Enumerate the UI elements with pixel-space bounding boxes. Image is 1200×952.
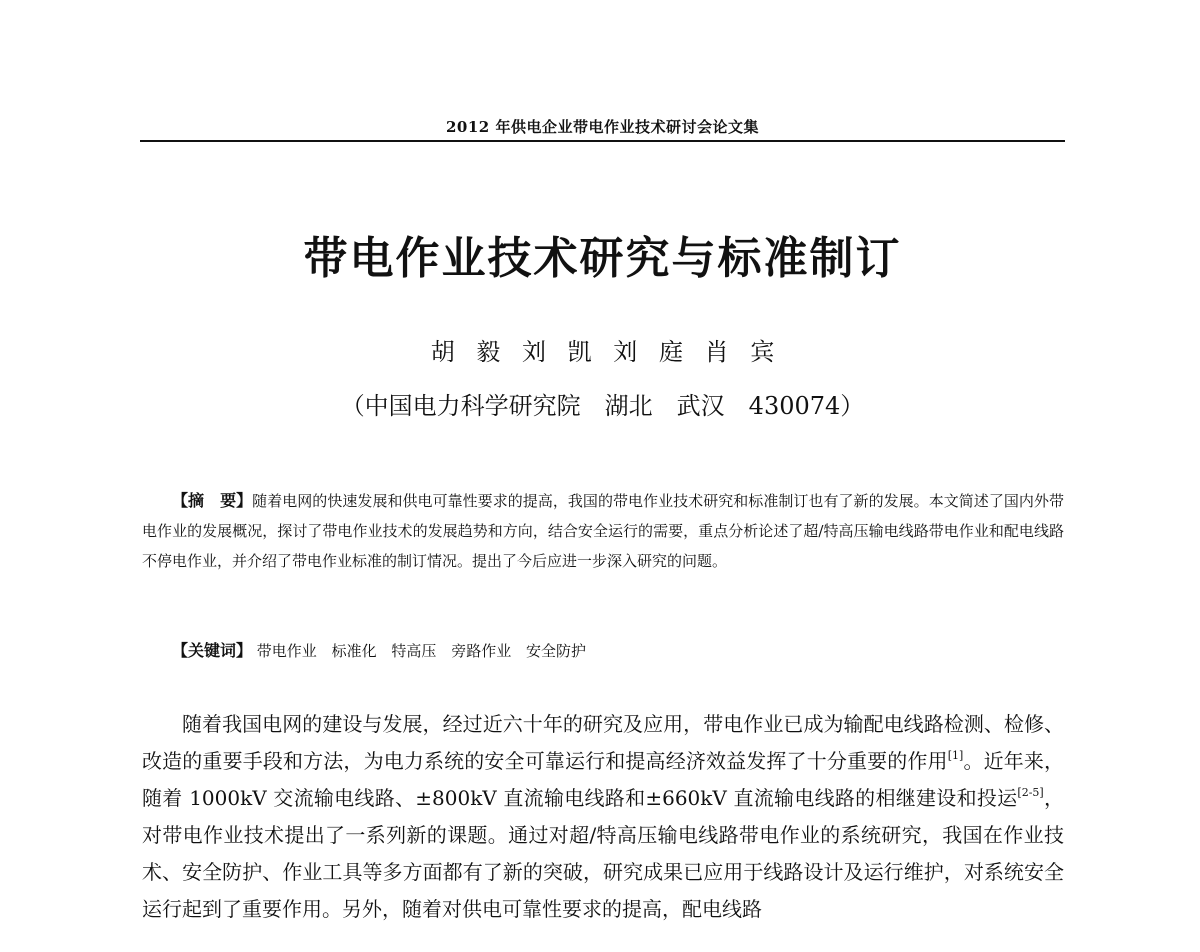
abstract-paragraph [142, 486, 1064, 576]
author-list: 胡 毅 刘 凯 刘 庭 肖 宾 [430, 338, 775, 366]
body-section [142, 706, 1064, 928]
keyword-item: 特高压 [391, 642, 437, 660]
keyword-item: 带电作业 [256, 642, 317, 660]
header-rule [140, 140, 1065, 142]
body-paragraph [142, 706, 1064, 928]
citation-ref: [2-5] [1017, 786, 1044, 799]
keywords-section [142, 636, 1064, 666]
keyword-item: 旁路作业 [451, 642, 512, 660]
abstract-label: 【摘 要】 [172, 491, 253, 510]
citation-ref: [1] [947, 749, 964, 762]
keyword-item: 标准化 [331, 642, 377, 660]
keywords-label: 【关键词】 [172, 641, 253, 660]
keyword-item: 安全防护 [525, 642, 586, 660]
affiliation: （中国电力科学研究院 湖北 武汉 430074） [340, 392, 865, 420]
abstract-section [142, 486, 1064, 576]
paper-title: 带电作业技术研究与标准制订 [303, 233, 902, 284]
body-text-segment: 随着我国电网的建设与发展，经过近六十年的研究及应用，带电作业已成为输配电线路检测、检修、改造的重要手段和方法，为电力系统的安全可靠运行和提高经济效益发挥了十分重要的作用 [142, 712, 1064, 773]
running-header: 2012 年供电企业带电作业技术研讨会论文集 [446, 118, 759, 136]
body-text-segment: 。近年来，随着 1000kV 交流输电线路、±800kV 直流输电线路和±660kV 直流输电线路的相继建设和投运 [142, 749, 1065, 810]
abstract-text: 随着电网的快速发展和供电可靠性要求的提高，我国的带电作业技术研究和标准制订也有了新的发展。本文简述了国内外带电作业的发展概况，探讨了带电作业技术的发展趋势和方向，结合安全运行的需要，重点分析论述了超/特高压输电线路带电作业和配电线路不停电作业，并介绍了带电作业标准的制订情况。提出了今后应进一步深入研究的问题。 [142, 492, 1064, 570]
body-text-segment: ，对带电作业技术提出了一系列新的课题。通过对超/特高压输电线路带电作业的系统研究，我国在作业技术、安全防护、作业工具等多方面都有了新的突破，研究成果已应用于线路设计及运行维护，对系统安全运行起到了重要作用。另外，随着对供电可靠性要求的提高，配电线路 [142, 786, 1064, 921]
